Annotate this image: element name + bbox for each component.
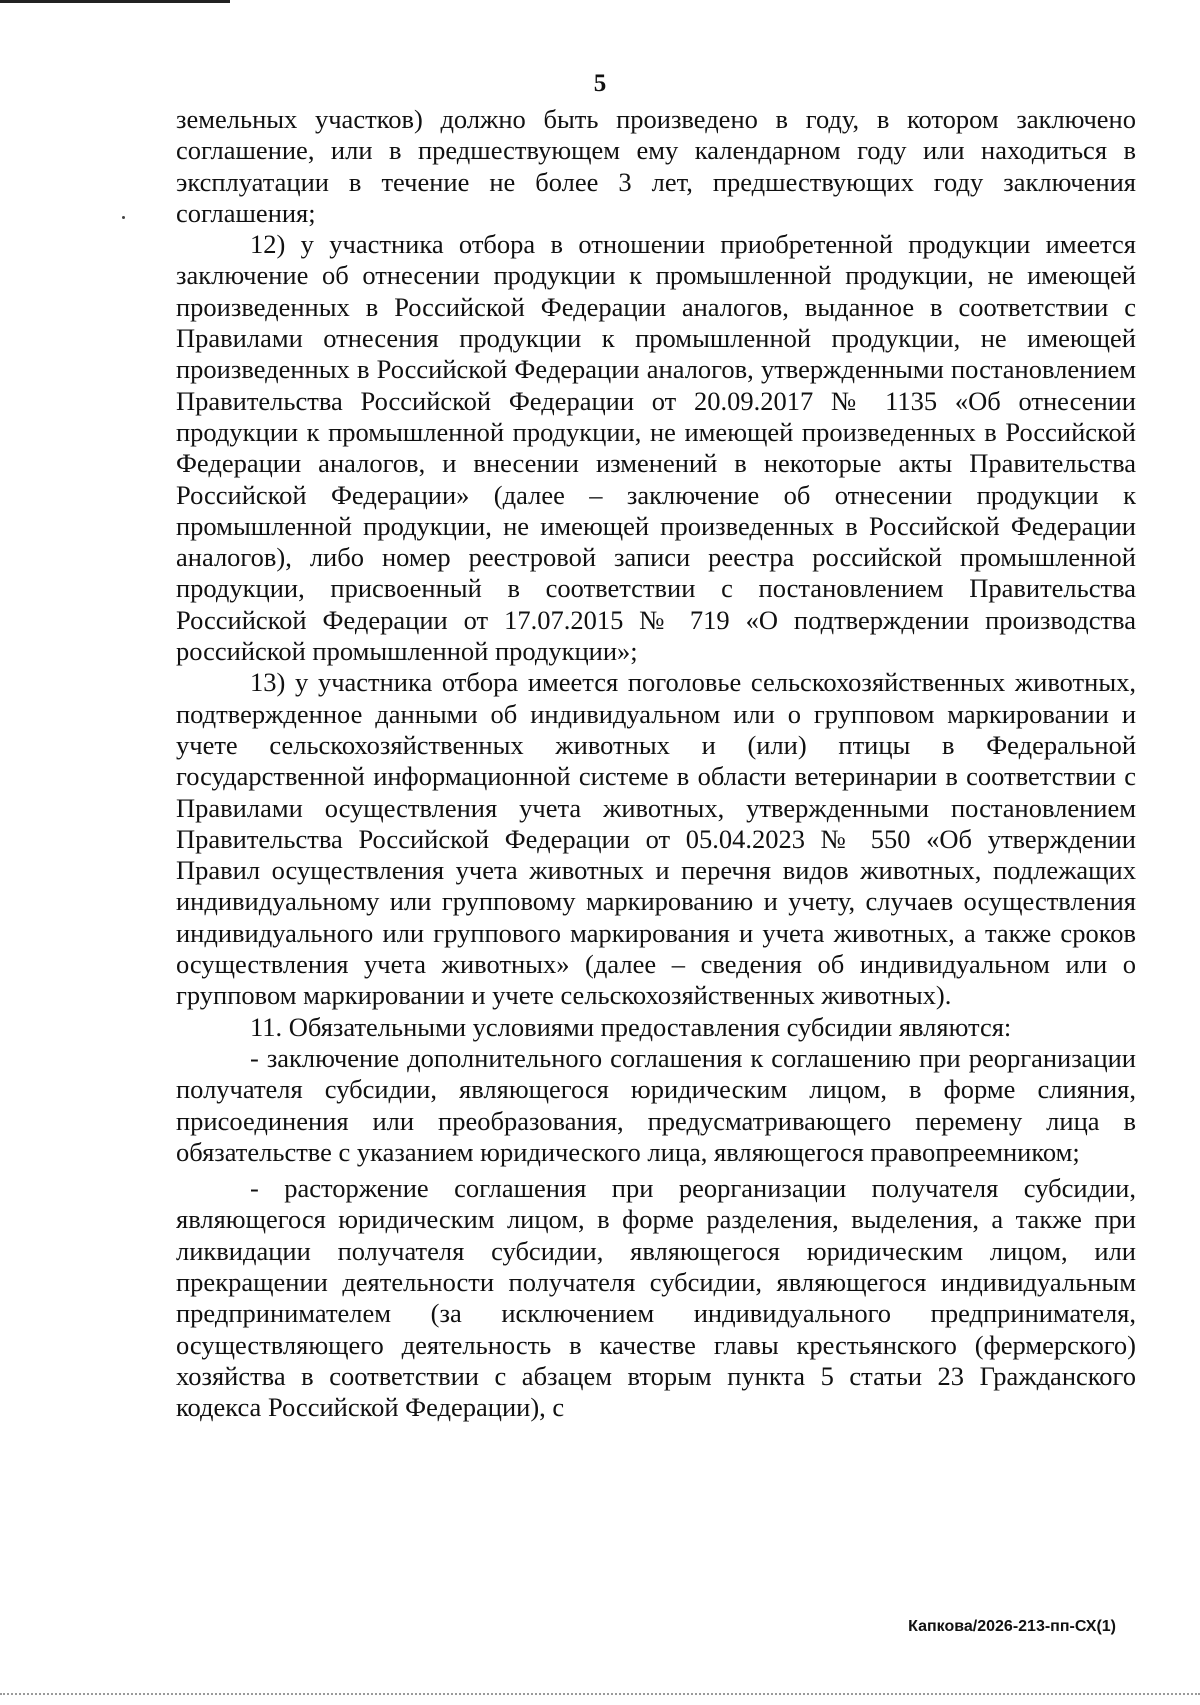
paragraph-item-12: 12) у участника отбора в отношении приобретенной продукции имеется заключение об отнесении продукции к промышленной продукции, не имеющей произведенных в Российской Федерации аналогов, выданное в соответствии с Правилами отнесения продукции к промышленной продукции, не имеющей произведенных в Российской Федерации аналогов, утвержденными постановлением Правительства Российской Федерации от 20.09.2017 № 1135 «Об отнесении продукции к промышленной продукции, не имеющей произведенных в Российской Федерации аналогов, и внесении изменений в некоторые акты Правительства Российской Федерации» (далее – заключение об отнесении продукции к промышленной продукции, не имеющей произведенных в Российской Федерации аналогов), либо номер реестровой записи реестра российской промышленной продукции, присвоенный в соответствии с постановлением Правительства Российской Федерации от 17.07.2015 № 719 «О подтверждении производства российской промышленной продукции»;: [176, 229, 1136, 667]
paragraph-continuation: земельных участков) должно быть произведено в году, в котором заключено соглашение, или в предшествующем ему календарном году или находиться в эксплуатации в течение не более 3 лет, предшествующих году заключения соглашения;: [176, 104, 1136, 228]
scan-edge-mark: [0, 0, 230, 3]
document-code: Капкова/2026-213-пп-СХ(1): [908, 1618, 1116, 1635]
page-number: 5: [593, 70, 607, 97]
scan-edge-bottom: [0, 1693, 1200, 1695]
scan-speck: [122, 216, 125, 219]
paragraph-condition-2: - расторжение соглашения при реорганизации получателя субсидии, являющегося юридическим лицом, в форме разделения, выделения, а также при ликвидации получателя субсидии, являющегося юридическим лицом, или прекращении деятельности получателя субсидии, являющегося индивидуальным предпринимателем (за исключением индивидуального предпринимателя, осуществляющего деятельность в качестве главы крестьянского (фермерского) хозяйства в соответствии с абзацем вторым пункта 5 статьи 23 Гражданского кодекса Российской Федерации), с: [176, 1173, 1136, 1423]
paragraph-condition-1: - заключение дополнительного соглашения к соглашению при реорганизации получателя субсидии, являющегося юридическим лицом, в форме слияния, присоединения или преобразования, предусматривающего перемену лица в обязательстве с указанием юридического лица, являющегося правопреемником;: [176, 1042, 1136, 1167]
document-body: [176, 104, 1136, 1423]
paragraph-clause-11: 11. Обязательными условиями предоставления субсидии являются:: [250, 1011, 1012, 1042]
paragraph-item-13: 13) у участника отбора имеется поголовье сельскохозяйственных животных, подтвержденное данными об индивидуальном или о групповом маркировании и учете сельскохозяйственных животных и (или) птицы в Федеральной государственной информационной системе в области ветеринарии в соответствии с Правилами осуществления учета животных, утвержденными постановлением Правительства Российской Федерации от 05.04.2023 № 550 «Об утверждении Правил осуществления учета животных и перечня видов животных, подлежащих индивидуальному или групповому маркированию и учету, случаев осуществления индивидуального или группового маркирования и учета животных, а также сроков осуществления учета животных» (далее – сведения об индивидуальном или о групповом маркировании и учете сельскохозяйственных животных).: [176, 667, 1136, 1011]
